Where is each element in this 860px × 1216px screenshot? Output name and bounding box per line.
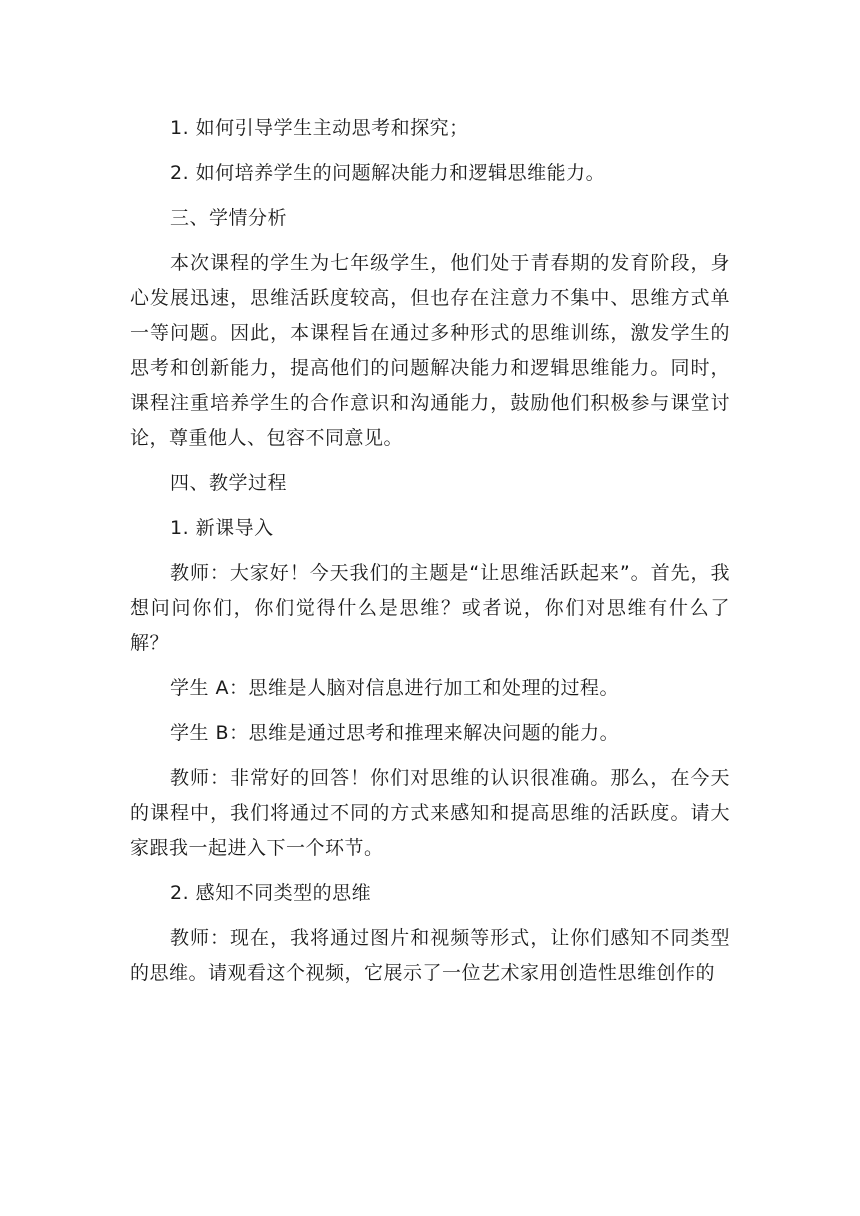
paragraph-teacher-3: 教师：现在，我将通过图片和视频等形式，让你们感知不同类型的思维。请观看这个视频，它展示了一位艺术家用创造性思维创作的 <box>130 927 730 984</box>
paragraph-student-a: 学生 A：思维是人脑对信息进行加工和处理的过程。 <box>170 677 620 699</box>
list-item-1: 1. 如何引导学生主动思考和探究； <box>170 117 469 139</box>
paragraph-student-b: 学生 B：思维是通过思考和推理来解决问题的能力。 <box>170 722 620 744</box>
paragraph-teacher-2: 教师：非常好的回答！你们对思维的认识很准确。那么，在今天的课程中，我们将通过不同的方式来感知和提高思维的活跃度。请大家跟我一起进入下一个环节。 <box>130 767 730 859</box>
section-heading-3: 三、学情分析 <box>170 207 288 229</box>
paragraph-learner-analysis: 本次课程的学生为七年级学生，他们处于青春期的发育阶段，身心发展迅速，思维活跃度较高，但也存在注意力不集中、思维方式单一等问题。因此，本课程旨在通过多种形式的思维训练，激发学生的思考和创新能力，提高他们的问题解决能力和逻辑思维能力。同时，课程注重培养学生的合作意识和沟通能力，鼓励他们积极参与课堂讨论，尊重他人、包容不同意见。 <box>130 252 730 449</box>
paragraph-teacher-1: 教师：大家好！今天我们的主题是“让思维活跃起来”。首先，我想问问你们，你们觉得什么是思维？或者说，你们对思维有什么了解？ <box>130 562 730 654</box>
list-item-2: 2. 如何培养学生的问题解决能力和逻辑思维能力。 <box>170 162 606 184</box>
subheading-thinking-types: 2. 感知不同类型的思维 <box>170 882 372 904</box>
subheading-intro: 1. 新课导入 <box>170 517 274 539</box>
section-heading-4: 四、教学过程 <box>170 472 288 494</box>
